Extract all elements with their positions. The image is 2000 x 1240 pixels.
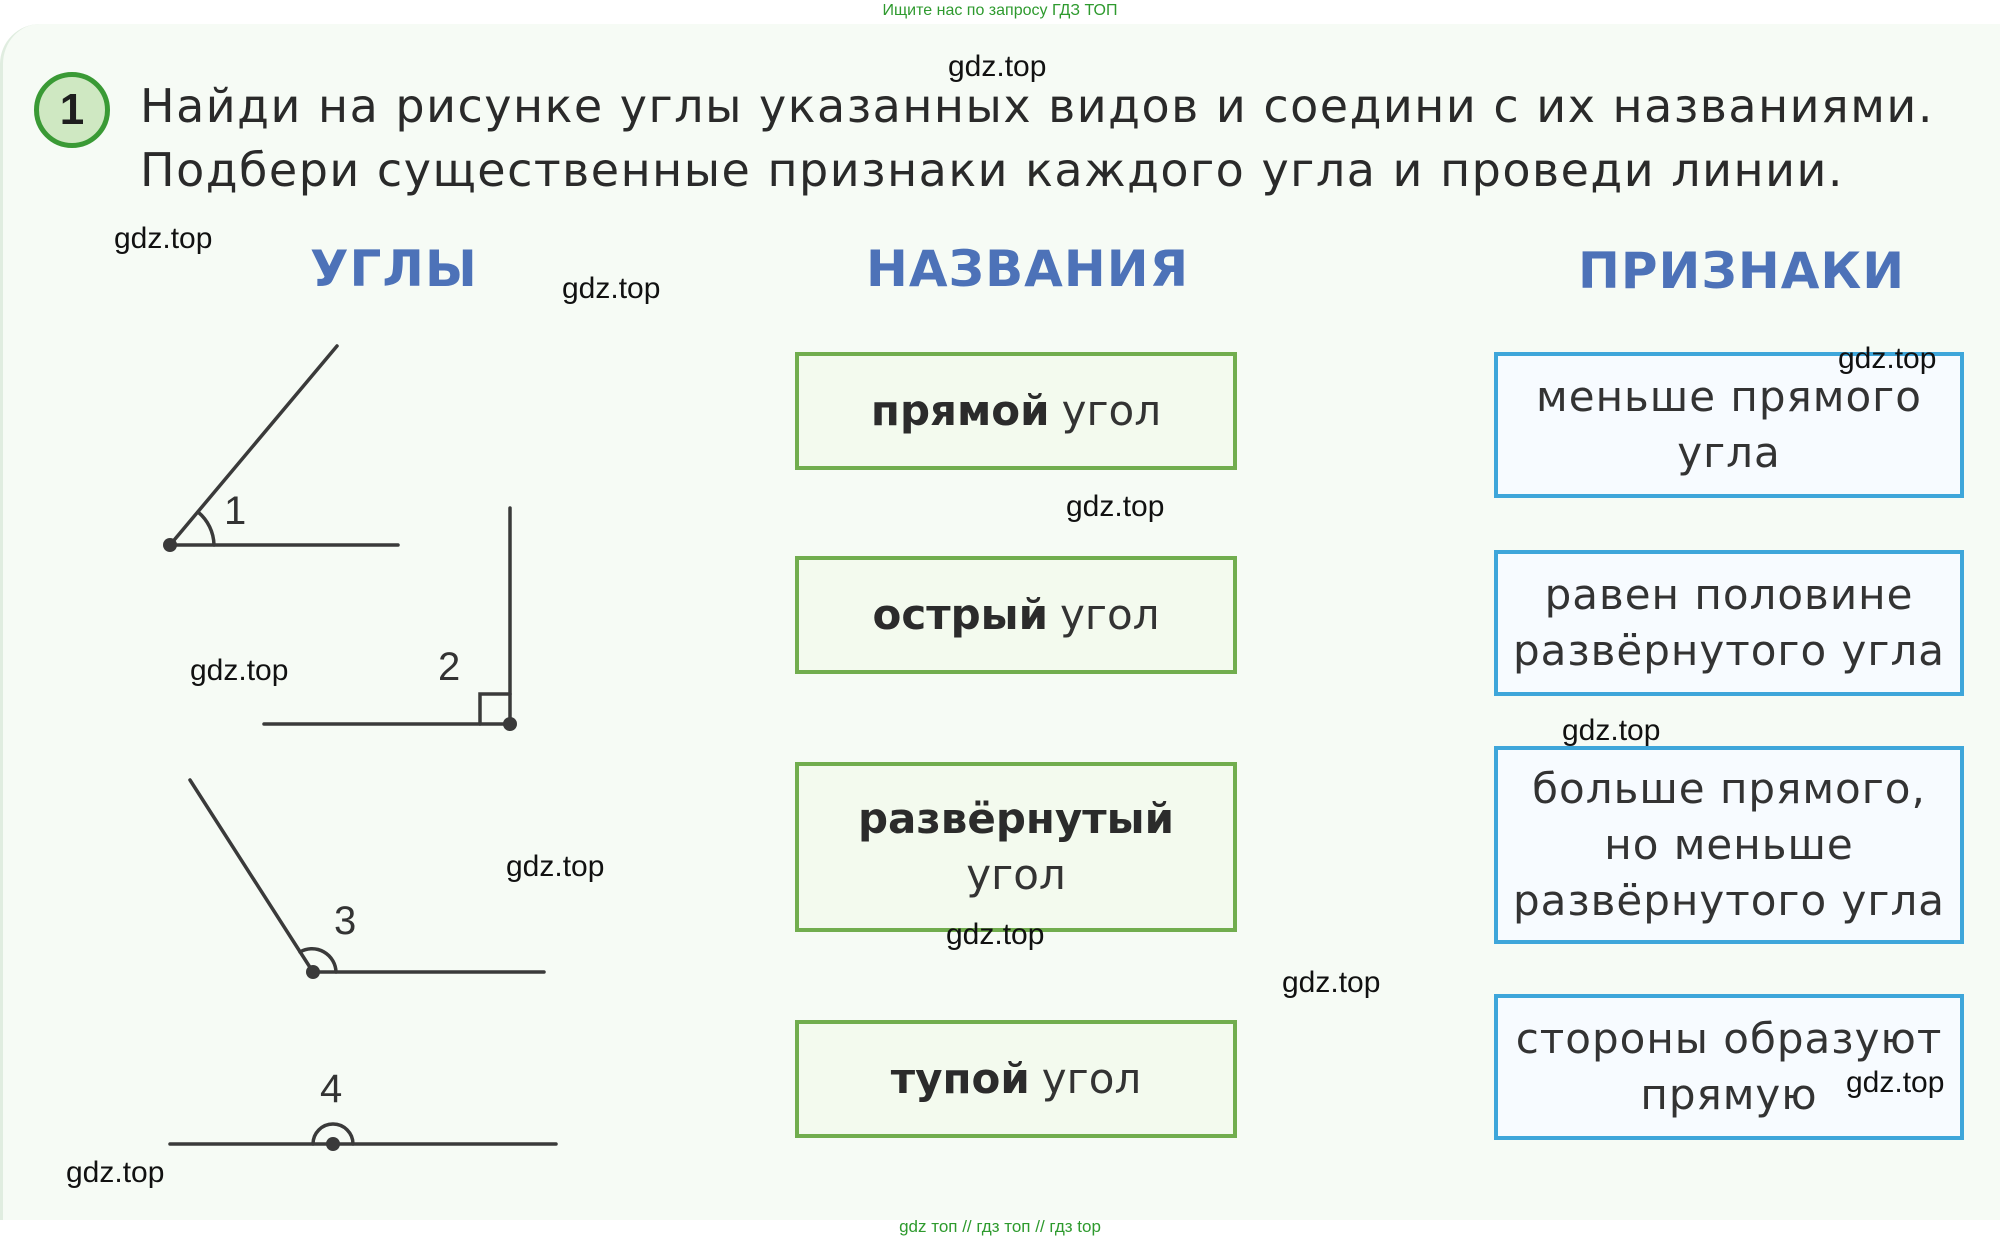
sign-line: прямую bbox=[1640, 1070, 1818, 1119]
watermark: gdz.top bbox=[114, 222, 213, 255]
angle-3-vertex bbox=[306, 965, 320, 979]
name-box-right-angle[interactable] bbox=[795, 352, 1237, 470]
name-bold: развёрнутый bbox=[857, 794, 1175, 843]
watermark: gdz.top bbox=[1562, 714, 1661, 747]
watermark: gdz.top bbox=[946, 918, 1045, 951]
sign-line: но меньше bbox=[1604, 820, 1854, 869]
name-word: угол bbox=[1061, 386, 1162, 435]
footer-note: gdz топ // гдз топ // гдз top bbox=[899, 1217, 1101, 1236]
sign-line: угла bbox=[1677, 428, 1781, 477]
angle-1-vertex bbox=[163, 538, 177, 552]
watermark: gdz.top bbox=[948, 50, 1047, 83]
watermark: gdz.top bbox=[66, 1156, 165, 1189]
watermark: gdz.top bbox=[190, 654, 289, 687]
column-heading-names: НАЗВАНИЯ bbox=[866, 240, 1190, 298]
name-bold: прямой bbox=[870, 386, 1050, 435]
angle-4-label: 4 bbox=[320, 1067, 343, 1111]
angle-4-vertex bbox=[326, 1137, 340, 1151]
watermark: gdz.top bbox=[562, 272, 661, 305]
angle-4-straight bbox=[170, 1124, 556, 1144]
sign-line: развёрнутого угла bbox=[1512, 626, 1946, 675]
angle-2-label: 2 bbox=[438, 645, 461, 689]
task-instruction-line-2: Подбери существенные признаки каждого угла и проведи линии. bbox=[140, 143, 1845, 197]
watermark: gdz.top bbox=[1066, 490, 1165, 523]
angle-3-obtuse bbox=[190, 780, 544, 972]
watermark: gdz.top bbox=[1846, 1066, 1945, 1099]
sign-line: равен половине bbox=[1544, 570, 1914, 619]
header-note: Ищите нас по запросу ГДЗ ТОП bbox=[882, 2, 1118, 19]
name-word: угол bbox=[1041, 1054, 1142, 1103]
angle-1-acute bbox=[170, 346, 398, 545]
sign-line: стороны образуют bbox=[1515, 1014, 1943, 1063]
column-heading-signs: ПРИЗНАКИ bbox=[1578, 242, 1906, 300]
column-heading-angles: УГЛЫ bbox=[310, 240, 478, 298]
name-word: угол bbox=[1060, 590, 1160, 639]
sign-box-between-right-and-straight[interactable] bbox=[1494, 746, 1964, 944]
sign-line: развёрнутого угла bbox=[1512, 876, 1946, 925]
angle-2-right bbox=[264, 508, 510, 724]
name-box-obtuse-angle[interactable] bbox=[795, 1020, 1237, 1138]
sign-line: меньше прямого bbox=[1536, 372, 1922, 421]
name-box-acute-angle[interactable] bbox=[795, 556, 1237, 674]
name-word: угол bbox=[966, 850, 1066, 899]
angle-1-label: 1 bbox=[224, 489, 247, 533]
watermark: gdz.top bbox=[506, 850, 605, 883]
name-bold: острый bbox=[872, 590, 1049, 639]
sign-box-half-straight[interactable] bbox=[1494, 550, 1964, 696]
name-bold: тупой bbox=[890, 1054, 1030, 1103]
task-instruction-line-1: Найди на рисунке углы указанных видов и соедини с их названиями. bbox=[140, 79, 1934, 133]
watermark: gdz.top bbox=[1838, 342, 1937, 375]
name-box-straight-angle[interactable] bbox=[795, 762, 1237, 932]
sign-line: больше прямого, bbox=[1532, 764, 1926, 813]
angle-3-label: 3 bbox=[334, 899, 357, 943]
task-number-badge: 1 bbox=[34, 72, 110, 148]
watermark: gdz.top bbox=[1282, 966, 1381, 999]
angle-2-vertex bbox=[503, 717, 517, 731]
